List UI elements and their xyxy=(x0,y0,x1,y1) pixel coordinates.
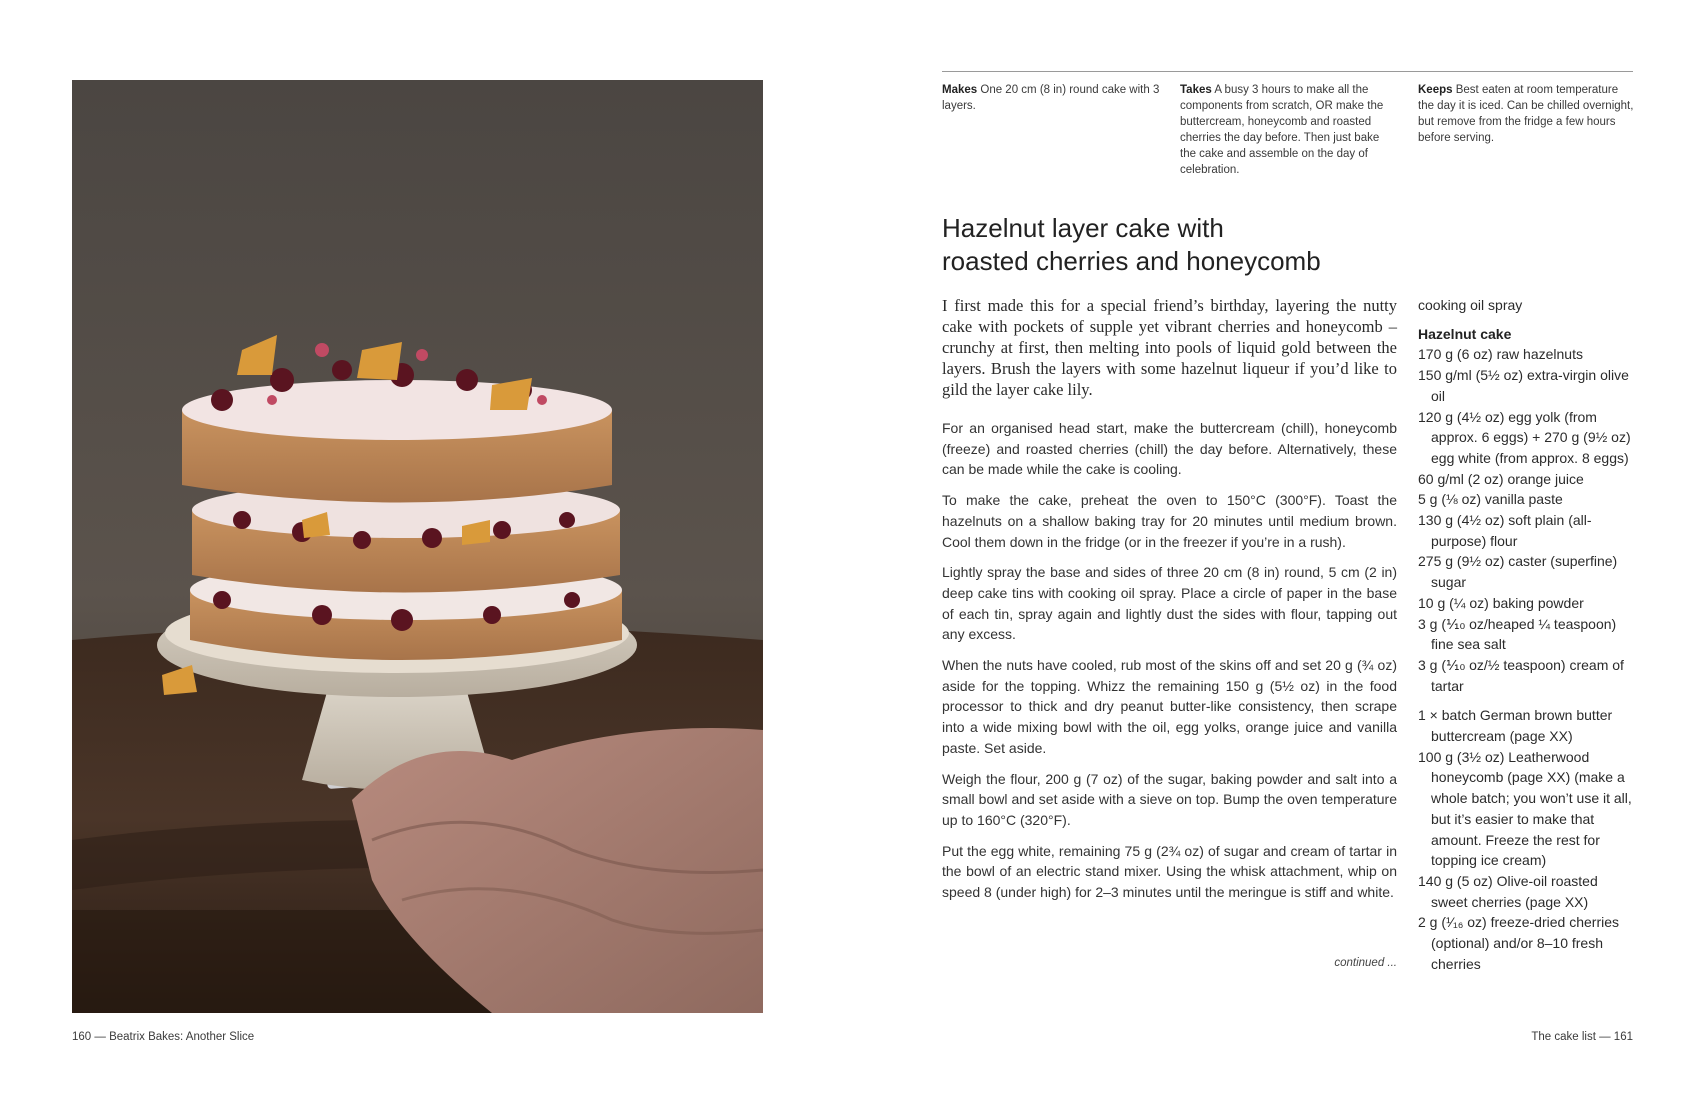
makes-info xyxy=(942,82,1160,114)
cake-photo xyxy=(72,80,763,1013)
method-paragraph: When the nuts have cooled, rub most of the skins off and set 20 g (¾ oz) aside for the topping. Whizz the remaining 150 g (5½ oz) in the food processor to thick and dry peanut butter-like consistency, then scrape into a wide mixing bowl with the oil, egg yolks, orange juice and vanilla paste. Set aside. xyxy=(942,657,1397,756)
method-paragraph: Put the egg white, remaining 75 g (2¾ oz) of sugar and cream of tartar in the bowl of an electric stand mixer. Using the whisk attachment, whip on speed 8 (under high) for 2–3 minutes until the meringue is stiff and white. xyxy=(942,842,1397,901)
takes-text: A busy 3 hours to make all the components from scratch, OR make the buttercream, honeycomb and roasted cherries the day before. Then just bake the cake and assemble on the day of celebration. xyxy=(1180,84,1384,176)
takes-info xyxy=(1180,82,1398,178)
meta-divider xyxy=(942,71,1633,72)
ingredient-item: 120 g (4½ oz) egg yolk (from approx. 6 eggs) + 270 g (9½ oz) egg white (from approx. 8 eggs) xyxy=(1418,408,1631,466)
keeps-label: Keeps xyxy=(1418,84,1453,96)
ingredient-item: 100 g (3½ oz) Leatherwood honeycomb (page XX) (make a whole batch; you won’t use it all, but it’s easier to make that amount. Freeze the rest for topping ice cream) xyxy=(1418,748,1632,869)
ingredient-item: 150 g/ml (5½ oz) extra-virgin olive oil xyxy=(1418,367,1629,404)
ingredient-item: 3 g (⅒ oz/heaped ¼ teaspoon) fine sea salt xyxy=(1418,615,1617,653)
ingredient-item: 140 g (5 oz) Olive-oil roasted sweet cherries (page XX) xyxy=(1418,872,1598,910)
takes-label: Takes xyxy=(1180,84,1212,96)
cake-illustration xyxy=(72,80,763,1013)
left-page-folio: 160 — Beatrix Bakes: Another Slice xyxy=(72,1031,255,1043)
method-paragraph: To make the cake, preheat the oven to 150°C (300°F). Toast the hazelnuts on a shallow baking tray for 20 minutes until medium brown. Cool them down in the fridge (or in the freezer if you’re in a rush). xyxy=(942,492,1397,550)
ingredient-item: 275 g (9½ oz) caster (superfine) sugar xyxy=(1418,553,1618,591)
ingredient-list xyxy=(1418,295,1636,975)
makes-text: One 20 cm (8 in) round cake with 3 layers. xyxy=(942,84,1160,112)
right-page-folio: The cake list — 161 xyxy=(1531,1031,1633,1043)
ingredient-item: 1 × batch German brown butter buttercream (page XX) xyxy=(1418,707,1613,745)
ingredient-item: 60 g/ml (2 oz) orange juice xyxy=(1418,470,1584,487)
ingredient-item: 170 g (6 oz) raw hazelnuts xyxy=(1418,346,1583,363)
recipe-intro: I first made this for a special friend’s birthday, layering the nutty cake with pockets of supple yet vibrant cherries and honeycomb – crunchy at first, then melting into pools of liquid gold between the layers. Brush the layers with some hazelnut liqueur if you’d like to gild the layer cake lily. xyxy=(942,296,1397,399)
method-paragraph: For an organised head start, make the buttercream (chill), honeycomb (freeze) and roasted cherries (chill) the day before. Alternatively, these can be made while the cake is cooling. xyxy=(942,420,1397,478)
ingredient-subheading: Hazelnut cake xyxy=(1418,325,1512,342)
ingredient-item: 3 g (⅒ oz/½ teaspoon) cream of tartar xyxy=(1418,656,1624,694)
ingredient-item: 130 g (4½ oz) soft plain (all-purpose) flour xyxy=(1418,512,1592,549)
keeps-text: Best eaten at room temperature the day it is iced. Can be chilled overnight, but remove from the fridge a few hours before serving. xyxy=(1418,84,1634,144)
recipe-title-line-2: roasted cherries and honeycomb xyxy=(942,246,1321,276)
method-paragraph: Lightly spray the base and sides of three 20 cm (8 in) round, 5 cm (2 in) deep cake tins with cooking oil spray. Place a circle of paper in the base of each tin, spray again and lightly dust the sides with flour, tapping out any excess. xyxy=(942,564,1397,643)
keeps-info xyxy=(1418,82,1636,146)
ingredient-item: cooking oil spray xyxy=(1418,297,1523,313)
method-paragraph: Weigh the flour, 200 g (7 oz) of the sugar, baking powder and salt into a small bowl and set aside with a sieve on top. Bump the oven temperature up to 160°C (320°F). xyxy=(942,770,1397,828)
continued-note: continued ... xyxy=(1334,957,1397,969)
method-steps xyxy=(942,418,1397,913)
recipe-title-line-1: Hazelnut layer cake with xyxy=(942,213,1224,243)
recipe-title xyxy=(942,212,1462,278)
ingredient-item: 10 g (¼ oz) baking powder xyxy=(1418,594,1584,611)
ingredient-item: 2 g (¹⁄₁₆ oz) freeze-dried cherries (optional) and/or 8–10 fresh cherries xyxy=(1418,914,1619,972)
makes-label: Makes xyxy=(942,84,978,96)
ingredient-item: 5 g (⅛ oz) vanilla paste xyxy=(1418,491,1563,508)
